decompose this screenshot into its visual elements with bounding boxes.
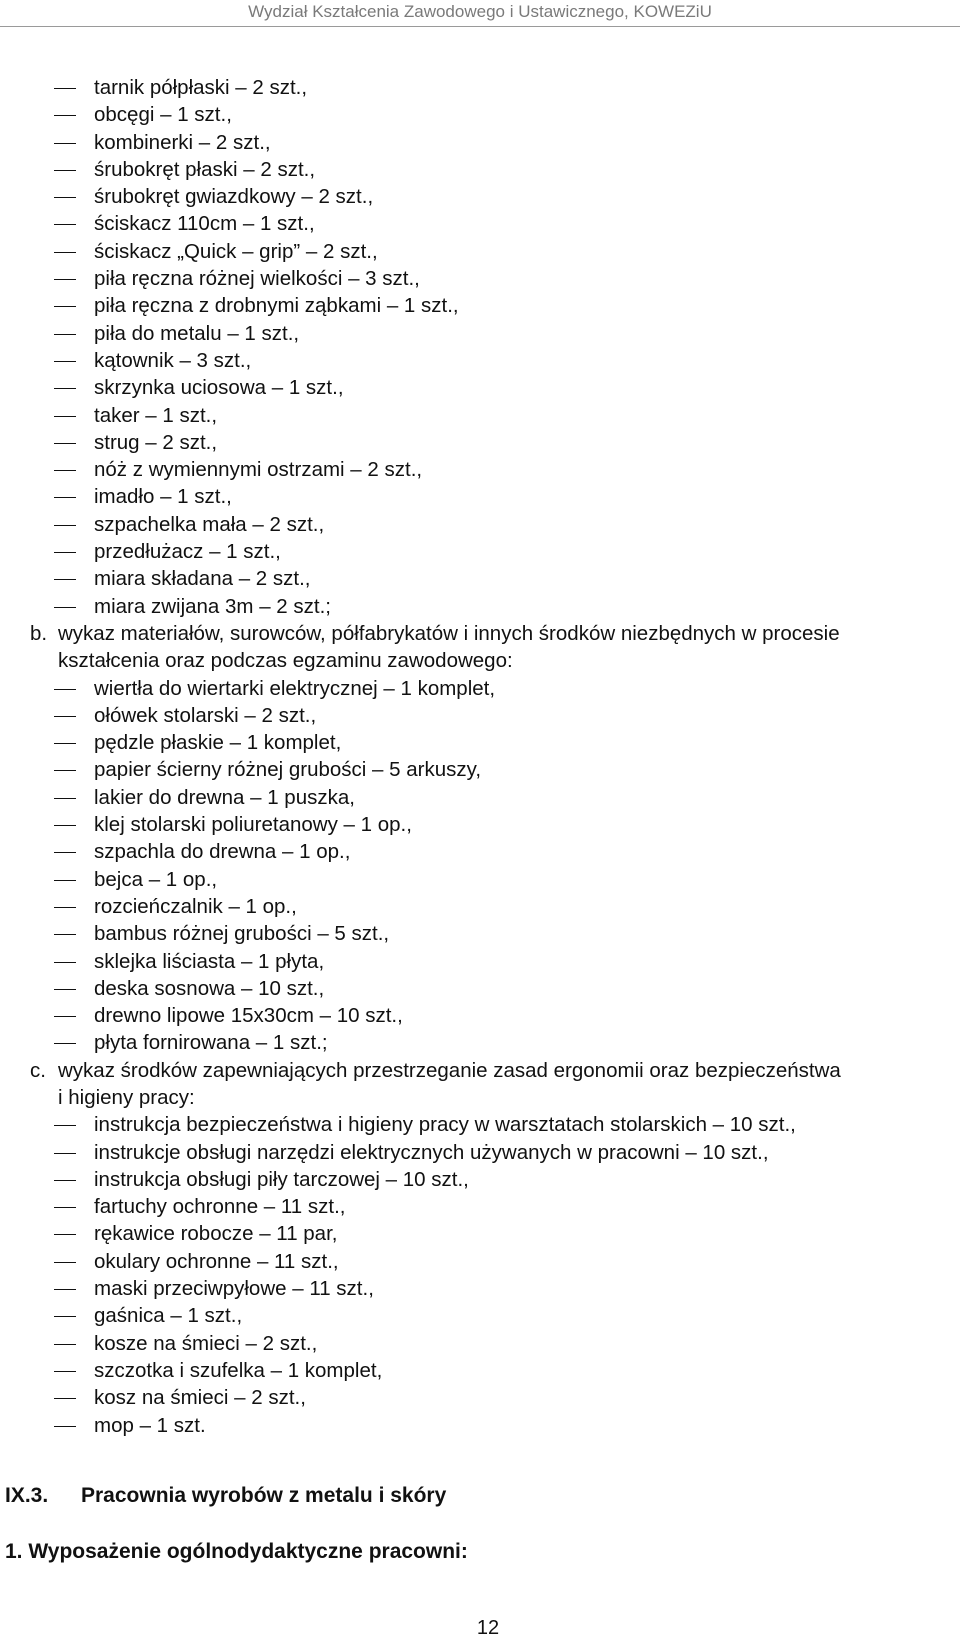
list-item [0, 238, 960, 265]
list-item [0, 1330, 960, 1357]
list-item-text: gaśnica – 1 szt., [94, 1304, 243, 1328]
list-item [0, 1139, 960, 1166]
list-item-text: rękawice robocze – 11 par, [94, 1222, 338, 1246]
list-item-text: instrukcja bezpieczeństwa i higieny pracy w warsztatach stolarskich – 10 szt., [94, 1113, 796, 1137]
section-b-intro [0, 620, 960, 675]
list-item [0, 1248, 960, 1275]
list-item [0, 1193, 960, 1220]
section-b-line-1: wykaz materiałów, surowców, półfabrykatów i innych środków niezbędnych w procesie [58, 621, 840, 645]
list-item-text: papier ścierny różnej grubości – 5 arkuszy, [94, 758, 482, 782]
list-item-text: wiertła do wiertarki elektrycznej – 1 komplet, [94, 676, 496, 700]
list-item-text: okulary ochronne – 11 szt., [94, 1249, 339, 1273]
list-item [0, 1384, 960, 1411]
materials-list-b [0, 675, 960, 1057]
section-c-line-1: wykaz środków zapewniających przestrzeganie zasad ergonomii oraz bezpieczeństwa [58, 1058, 841, 1082]
list-item-text: rozcieńczalnik – 1 op., [94, 894, 297, 918]
list-item [0, 1302, 960, 1329]
list-item [0, 1111, 960, 1138]
list-item-text: klej stolarski poliuretanowy – 1 op., [94, 813, 412, 837]
equipment-list-a [0, 74, 960, 620]
section-c-intro [0, 1057, 960, 1112]
list-item [0, 1166, 960, 1193]
list-item [0, 538, 960, 565]
list-item-text: szpachelka mała – 2 szt., [94, 512, 325, 536]
list-item-text: obcęgi – 1 szt., [94, 103, 232, 127]
list-item-text: taker – 1 szt., [94, 403, 218, 427]
section-b-letter: b. [30, 621, 48, 645]
list-item-text: kombinerki – 2 szt., [94, 130, 271, 154]
list-item [0, 402, 960, 429]
list-item [0, 675, 960, 702]
list-item-text: deska sosnowa – 10 szt., [94, 976, 325, 1000]
list-item [0, 1220, 960, 1247]
header-divider [0, 26, 960, 27]
list-item-text: miara składana – 2 szt., [94, 567, 311, 591]
list-item [0, 975, 960, 1002]
list-item-text: miara zwijana 3m – 2 szt.; [94, 594, 331, 618]
list-item-text: fartuchy ochronne – 11 szt., [94, 1195, 346, 1219]
list-item-text: drewno lipowe 15x30cm – 10 szt., [94, 1004, 403, 1028]
page-header: Wydział Kształcenia Zawodowego i Ustawicznego, KOWEZiU [248, 2, 712, 21]
subsection-heading: 1. Wyposażenie ogólnodydaktyczne pracowni: [5, 1540, 468, 1563]
list-item-text: płyta fornirowana – 1 szt.; [94, 1031, 328, 1055]
list-item [0, 320, 960, 347]
list-item-text: piła do metalu – 1 szt., [94, 321, 300, 345]
list-item [0, 1275, 960, 1302]
list-item [0, 893, 960, 920]
list-item [0, 565, 960, 592]
list-item [0, 811, 960, 838]
list-item-text: skrzynka uciosowa – 1 szt., [94, 376, 344, 400]
list-item-text: ściskacz „Quick – grip” – 2 szt., [94, 239, 378, 263]
list-item [0, 948, 960, 975]
section-heading-title: Pracownia wyrobów z metalu i skóry [81, 1484, 447, 1507]
list-item-text: lakier do drewna – 1 puszka, [94, 785, 355, 809]
list-item-text: ściskacz 110cm – 1 szt., [94, 212, 315, 236]
section-heading-number: IX.3. [5, 1484, 49, 1507]
list-item-text: piła ręczna różnej wielkości – 3 szt., [94, 267, 420, 291]
list-item [0, 156, 960, 183]
list-item [0, 210, 960, 237]
safety-list-c [0, 1111, 960, 1439]
list-item-text: szpachla do drewna – 1 op., [94, 840, 351, 864]
list-item [0, 456, 960, 483]
list-item [0, 101, 960, 128]
list-item-text: kosze na śmieci – 2 szt., [94, 1331, 318, 1355]
list-item-text: kątownik – 3 szt., [94, 348, 252, 372]
list-item-text: szczotka i szufelka – 1 komplet, [94, 1358, 383, 1382]
list-item-text: ołówek stolarski – 2 szt., [94, 703, 317, 727]
list-item-text: instrukcje obsługi narzędzi elektrycznych używanych w pracowni – 10 szt., [94, 1140, 769, 1164]
list-item [0, 866, 960, 893]
list-item [0, 1357, 960, 1384]
list-item [0, 1412, 960, 1439]
list-item-text: piła ręczna z drobnymi ząbkami – 1 szt., [94, 294, 459, 318]
list-item-text: maski przeciwpyłowe – 11 szt., [94, 1277, 374, 1301]
list-item [0, 265, 960, 292]
list-item-text: przedłużacz – 1 szt., [94, 540, 281, 564]
list-item [0, 729, 960, 756]
list-item [0, 784, 960, 811]
document-body [0, 74, 960, 1439]
list-item [0, 292, 960, 319]
list-item-text: kosz na śmieci – 2 szt., [94, 1386, 306, 1410]
list-item [0, 483, 960, 510]
list-item [0, 1002, 960, 1029]
list-item-text: imadło – 1 szt., [94, 485, 232, 509]
list-item [0, 838, 960, 865]
page-number: 12 [476, 1617, 500, 1639]
list-item [0, 511, 960, 538]
list-item [0, 593, 960, 620]
section-c-line-2: i higieny pracy: [58, 1085, 195, 1109]
list-item-text: bejca – 1 op., [94, 867, 218, 891]
section-c-letter: c. [30, 1058, 46, 1082]
list-item [0, 129, 960, 156]
list-item-text: sklejka liściasta – 1 płyta, [94, 949, 325, 973]
list-item-text: śrubokręt płaski – 2 szt., [94, 157, 316, 181]
list-item-text: pędzle płaskie – 1 komplet, [94, 731, 342, 755]
list-item-text: strug – 2 szt., [94, 430, 218, 454]
list-item-text: tarnik półpłaski – 2 szt., [94, 76, 308, 99]
list-item-text: nóż z wymiennymi ostrzami – 2 szt., [94, 458, 423, 482]
list-item [0, 920, 960, 947]
list-item-text: instrukcja obsługi piły tarczowej – 10 szt., [94, 1167, 469, 1191]
list-item [0, 74, 960, 101]
list-item-text: śrubokręt gwiazdkowy – 2 szt., [94, 185, 374, 209]
list-item [0, 347, 960, 374]
section-b-line-2: kształcenia oraz podczas egzaminu zawodowego: [58, 649, 513, 673]
list-item [0, 183, 960, 210]
list-item-text: bambus różnej grubości – 5 szt., [94, 922, 390, 946]
list-item-text: mop – 1 szt. [94, 1413, 206, 1437]
list-item [0, 429, 960, 456]
list-item [0, 1029, 960, 1056]
list-item [0, 756, 960, 783]
list-item [0, 374, 960, 401]
list-item [0, 702, 960, 729]
